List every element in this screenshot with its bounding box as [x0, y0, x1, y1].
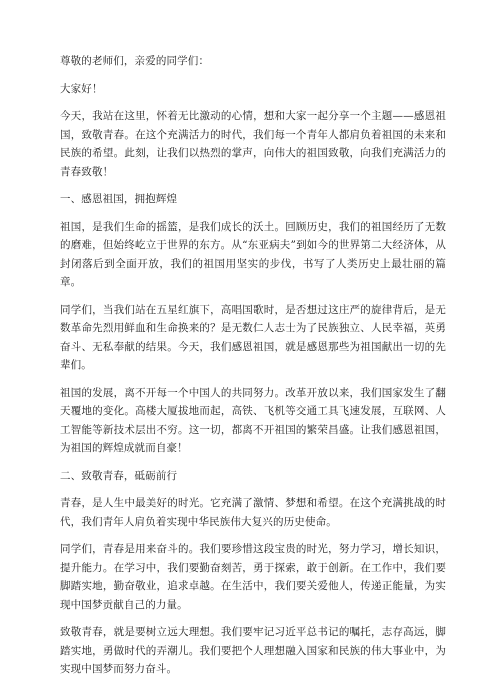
document-page: [60, 52, 446, 688]
section-heading-2: 二、致敬青春，砥砺前行: [60, 469, 178, 482]
section1-paragraph-3: 祖国的发展，离不开每一个中国人的共同努力。改革开放以来，我们国家发生了翻天覆地的变化。高楼大厦拔地而起，高铁、飞机等交通工具飞速发展，互联网、人工智能等新技术层出不穷。这一切，都离不开祖国的繁荣昌盛。让我们感恩祖国，为祖国的辉煌成就而自豪！: [60, 386, 446, 454]
section2-paragraph-3: 致敬青春，就是要树立远大理想。我们要牢记习近平总书记的嘱托，志存高远，脚踏实地，勇做时代的弄潮儿。我们要把个人理想融入国家和民族的伟大事业中，为实现中国梦而努力奋斗。: [60, 626, 446, 675]
section-heading-1: 一、感恩祖国，拥抱辉煌: [60, 193, 178, 205]
section1-paragraph-1: 祖国，是我们生命的摇篮，是我们成长的沃土。回顾历史，我们的祖国经历了无数的磨难，但始终屹立于世界的东方。从“东亚病夫”到如今的世界第二大经济体，从封闭落后到全面开放，我们的祖国用坚实的步伐，书写了人类历史上最壮丽的篇章。: [60, 220, 446, 288]
section2-paragraph-1: 青春，是人生中最美好的时光。它充满了激情、梦想和希望。在这个充满挑战的时代，我们青年人肩负着实现中华民族伟大复兴的历史使命。: [60, 497, 446, 528]
salutation: 尊敬的老师们，亲爱的同学们：: [60, 55, 210, 67]
section2-paragraph-2: 同学们，青春是用来奋斗的。我们要珍惜这段宝贵的时光，努力学习，增长知识，提升能力。在学习中，我们要勤奋刻苦，勇于探索，敢于创新。在工作中，我们要脚踏实地，勤奋敬业，追求卓越。在生活中，我们要关爱他人，传递正能量，为实现中国梦贡献自己的力量。: [60, 543, 446, 611]
intro-paragraph: 今天，我站在这里，怀着无比激动的心情，想和大家一起分享一个主题——感恩祖国，致敬青春。在这个充满活力的时代，我们每一个青年人都肩负着祖国的未来和民族的希望。此刻，让我们以热烈的掌声，向伟大的祖国致敬，向我们充满活力的青春致敬！: [60, 110, 446, 178]
section1-paragraph-2: 同学们，当我们站在五星红旗下，高唱国歌时，是否想过这庄严的旋律背后，是无数革命先烈用鲜血和生命换来的？是无数仁人志士为了民族独立、人民幸福，英勇奋斗、无私奉献的结果。今天，我们感恩祖国，就是感恩那些为祖国献出一切的先辈们。: [60, 303, 446, 371]
greeting: 大家好！: [60, 82, 103, 95]
